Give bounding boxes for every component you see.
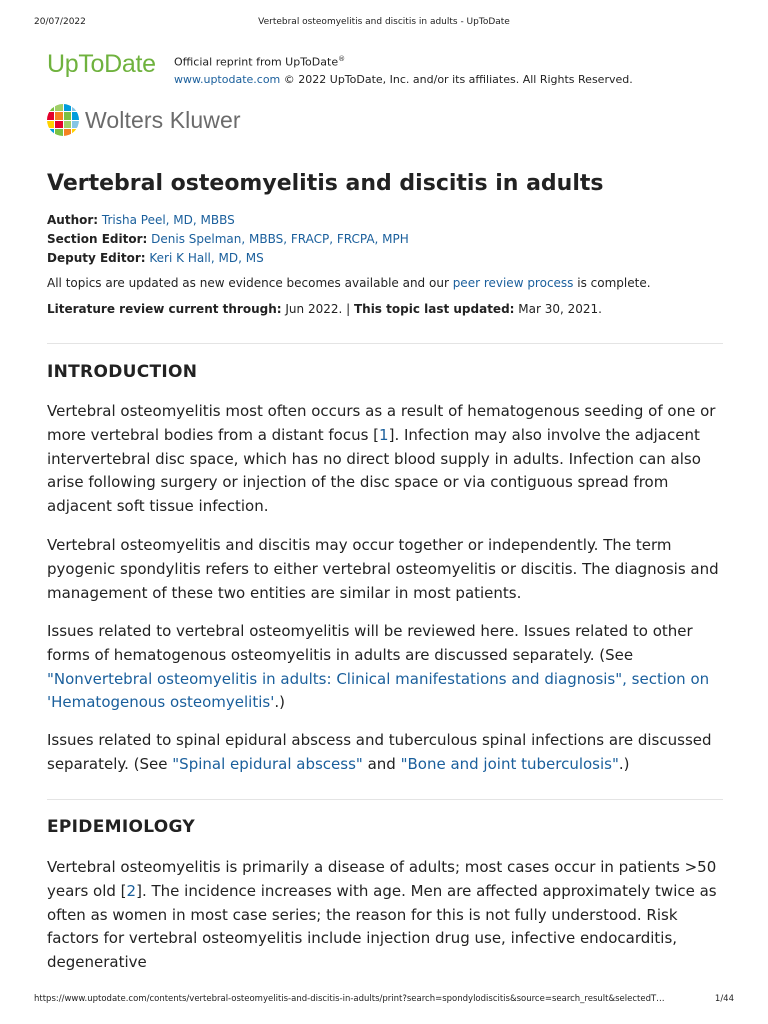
uptodate-site-link[interactable]: www.uptodate.com: [174, 72, 281, 86]
globe-tile: [72, 129, 79, 136]
section-editor-link[interactable]: Denis Spelman, MBBS, FRACP, FRCPA, MPH: [151, 232, 409, 246]
wolters-kluwer-logo: [47, 104, 241, 136]
nonvertebral-osteomyelitis-link[interactable]: "Nonvertebral osteomyelitis in adults: Clinical manifestations and diagnosis", section on 'Hematogenous osteomyelitis': [47, 669, 710, 712]
lit-review-label: Literature review current through:: [47, 302, 282, 316]
review-dates: [47, 302, 602, 316]
section-divider: [47, 343, 723, 344]
registered-mark: ®: [338, 55, 346, 63]
last-updated-label: This topic last updated:: [353, 302, 515, 316]
reference-link-1[interactable]: 1: [379, 425, 389, 444]
intro-paragraph-3: Issues related to vertebral osteomyelitis will be reviewed here. Issues related to other forms of hematogenous osteomyelitis in adults are discussed separately. (See "Nonvertebral osteomyelitis in adults: Clinical manifestations and diagnosis", section on 'Hematogenous osteomyelitis'.): [47, 622, 710, 712]
section-editor-label: Section Editor:: [47, 232, 148, 246]
globe-tile: [64, 104, 71, 111]
globe-tile: [72, 121, 79, 128]
intro-paragraph-1: Vertebral osteomyelitis most often occurs as a result of hematogenous seeding of one or more vertebral bodies from a distant focus [1]. Infection may also involve the adjacent intervertebral disc space, which has no direct blood supply in adults. Infection can also arise following surgery or injection of the disc space or via contiguous spread from adjacent soft tissue infection.: [47, 402, 716, 516]
wolters-kluwer-globe-icon: [47, 104, 79, 136]
intro-paragraph-4: Issues related to spinal epidural abscess and tuberculous spinal infections are discussed separately. (See "Spinal epidural abscess" and "Bone and joint tuberculosis".): [47, 731, 712, 773]
section-divider: [47, 799, 723, 800]
uptodate-logo-text: UpToDate: [47, 50, 156, 78]
wolters-kluwer-wordmark: Wolters Kluwer: [85, 106, 241, 133]
globe-tile: [55, 129, 62, 136]
article-title: Vertebral osteomyelitis and discitis in adults: [47, 171, 604, 196]
page-number: 1/44: [714, 994, 734, 1004]
uptodate-logo[interactable]: [47, 49, 156, 79]
intro-paragraph-2: Vertebral osteomyelitis and discitis may occur together or independently. The term pyogenic spondylitis refers to either vertebral osteomyelitis or discitis. The diagnosis and management of these two entities are similar in most patients.: [47, 536, 719, 602]
epidemiology-paragraph-1: Vertebral osteomyelitis is primarily a disease of adults; most cases occur in patients >50 years old [2]. The incidence increases with age. Men are affected approximately twice as often as women in most case series; the reason for this is not fully understood. Risk factors for vertebral osteomyelitis include injection drug use, infective endocarditis, degenerative: [47, 858, 717, 972]
globe-tile: [64, 112, 71, 119]
update-note: All topics are updated as new evidence becomes available and our peer review process is complete.: [47, 276, 651, 290]
globe-tile: [47, 112, 54, 119]
deputy-editor-line: [47, 249, 264, 268]
print-date: 20/07/2022: [34, 17, 86, 27]
author-label: Author:: [47, 213, 99, 227]
peer-review-link[interactable]: peer review process: [452, 276, 574, 290]
globe-tile: [55, 104, 62, 111]
globe-tile: [47, 121, 54, 128]
spinal-epidural-abscess-link[interactable]: "Spinal epidural abscess": [172, 754, 363, 773]
globe-tile: [72, 112, 79, 119]
last-updated-value: Mar 30, 2021.: [514, 302, 602, 316]
lit-review-value: Jun 2022. |: [281, 302, 354, 316]
globe-tile: [55, 112, 62, 119]
globe-tile: [55, 121, 62, 128]
reprint-notice: [174, 51, 633, 88]
section-editor-line: [47, 230, 409, 249]
globe-tile: [64, 129, 71, 136]
print-header: [34, 17, 734, 29]
introduction-heading: INTRODUCTION: [47, 362, 198, 382]
epidemiology-heading: EPIDEMIOLOGY: [47, 817, 195, 837]
page-url: https://www.uptodate.com/contents/vertebral-osteomyelitis-and-discitis-in-adults/print?search=spondylodiscitis&source=search_result&selectedT…: [34, 994, 665, 1004]
globe-tile: [47, 104, 54, 111]
copyright-line: [174, 71, 633, 88]
bone-joint-tuberculosis-link[interactable]: "Bone and joint tuberculosis": [400, 754, 619, 773]
deputy-editor-label: Deputy Editor:: [47, 251, 146, 265]
copyright-text: © 2022 UpToDate, Inc. and/or its affiliates. All Rights Reserved.: [280, 72, 633, 86]
reference-link-2[interactable]: 2: [126, 881, 137, 900]
author-link[interactable]: Trisha Peel, MD, MBBS: [101, 213, 235, 227]
globe-tile: [64, 121, 71, 128]
globe-tile: [47, 129, 54, 136]
deputy-editor-link[interactable]: Keri K Hall, MD, MS: [149, 251, 264, 265]
globe-tile: [72, 104, 79, 111]
reprint-line: Official reprint from UpToDate®: [174, 55, 346, 69]
author-line: [47, 211, 235, 230]
print-title: Vertebral osteomyelitis and discitis in adults - UpToDate: [258, 17, 510, 27]
